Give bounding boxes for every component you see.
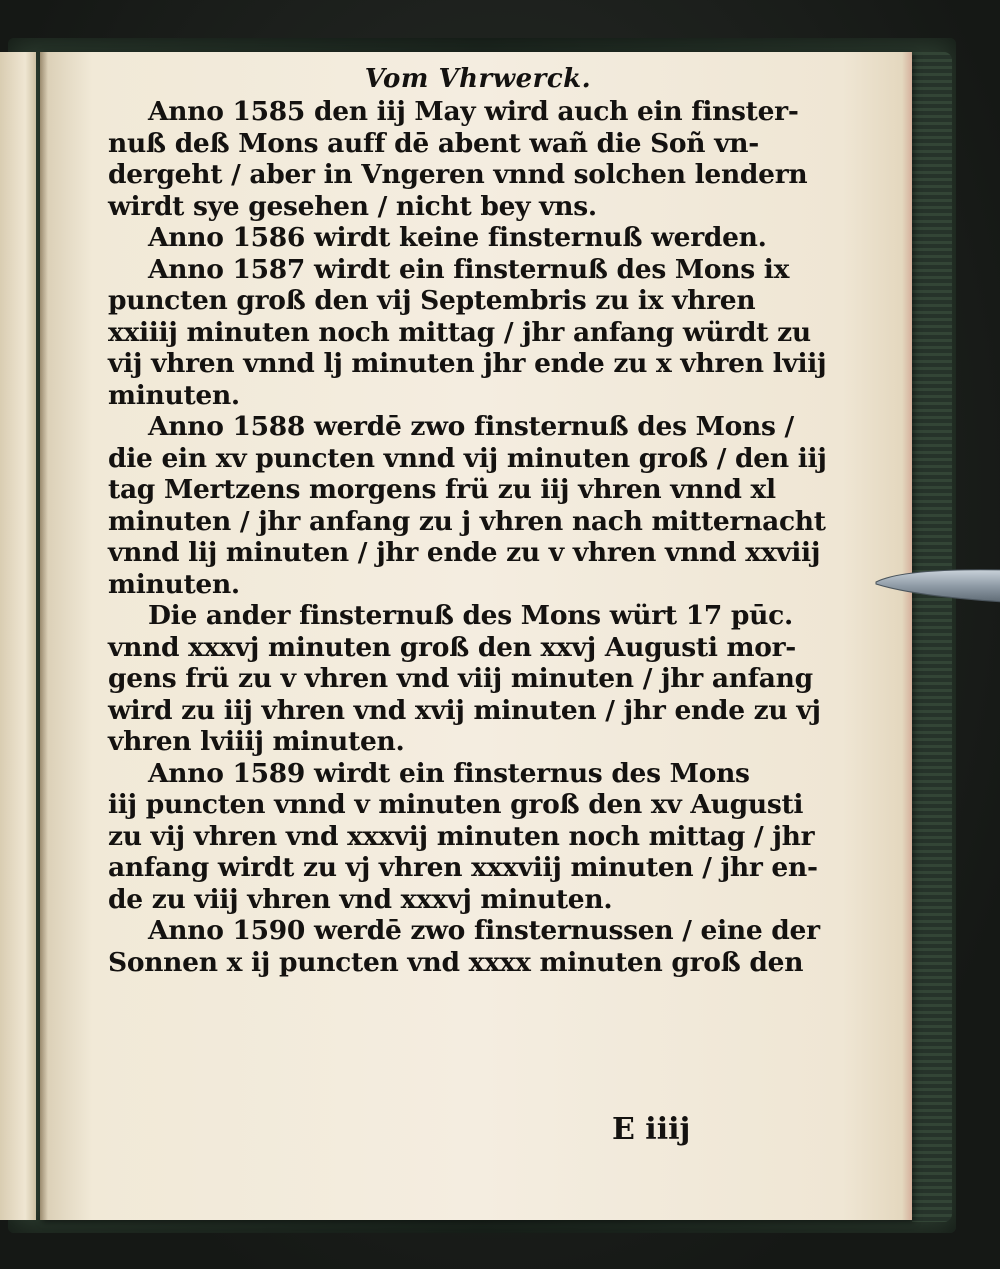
text-line: vhren lviiij minuten. [108, 726, 405, 757]
text-line: Anno 1588 werdē zwo finsternuß des Mons / [148, 411, 794, 442]
text-line: Sonnen x ij puncten vnd xxxx minuten groß den [108, 946, 804, 978]
page-text-block [108, 62, 827, 978]
signature-mark: E iiij [612, 1112, 691, 1147]
text-line: nuß deß Mons auff dē abent wañ die Soñ vn- [108, 127, 759, 159]
text-line: puncten groß den vij Septembris zu ix vhren [108, 285, 756, 316]
text-line: die ein xv puncten vnnd vij minuten groß / den iij [108, 442, 827, 474]
page-gutter-shadow [40, 52, 48, 1220]
running-head: Vom Vhrwerck. [364, 64, 592, 94]
text-line: vij vhren vnnd lj minuten jhr ende zu x vhren lviij [108, 348, 827, 379]
text-line: gens frü zu v vhren vnd viij minuten / jhr anfang [108, 663, 813, 694]
book-cover-edge [912, 52, 952, 1222]
text-lines [108, 96, 827, 978]
text-line: tag Mertzens morgens frü zu iij vhren vnnd xl [108, 474, 776, 505]
text-line: Anno 1585 den iij May wird auch ein finster- [148, 96, 799, 127]
text-line: minuten / jhr anfang zu j vhren nach mitternacht [108, 505, 826, 537]
text-line: xxiiij minuten noch mittag / jhr anfang würdt zu [108, 316, 811, 348]
text-line: Anno 1590 werdē zwo finsternussen / eine der [148, 915, 820, 946]
text-line: minuten. [108, 379, 240, 411]
text-line: zu vij vhren vnd xxxvij minuten noch mittag / jhr [108, 820, 815, 852]
text-line: dergeht / aber in Vngeren vnnd solchen lendern [108, 159, 808, 190]
text-line: vnnd lij minuten / jhr ende zu v vhren vnnd xxviij [108, 537, 821, 568]
text-line: Anno 1587 wirdt ein finsternuß des Mons ix [148, 253, 790, 285]
text-line: minuten. [108, 568, 240, 600]
text-line: Anno 1586 wirdt keine finsternuß werden. [148, 222, 767, 253]
text-line: vnnd xxxvj minuten groß den xxvj Augusti mor- [108, 631, 797, 663]
text-line: wirdt sye gesehen / nicht bey vns. [108, 190, 597, 222]
text-line: de zu viij vhren vnd xxxvj minuten. [108, 883, 613, 915]
text-line: iij puncten vnnd v minuten groß den xv Augusti [108, 789, 804, 820]
text-line: anfang wirdt zu vj vhren xxxviij minuten / jhr en- [108, 852, 818, 883]
text-line: wird zu iij vhren vnd xvij minuten / jhr ende zu vj [108, 694, 821, 726]
text-line: Die ander finsternuß des Mons würt 17 pūc. [148, 600, 793, 631]
left-page-edge [0, 52, 36, 1220]
pointer-stick-icon [874, 562, 1000, 606]
text-line: Anno 1589 wirdt ein finsternus des Mons [148, 757, 750, 789]
